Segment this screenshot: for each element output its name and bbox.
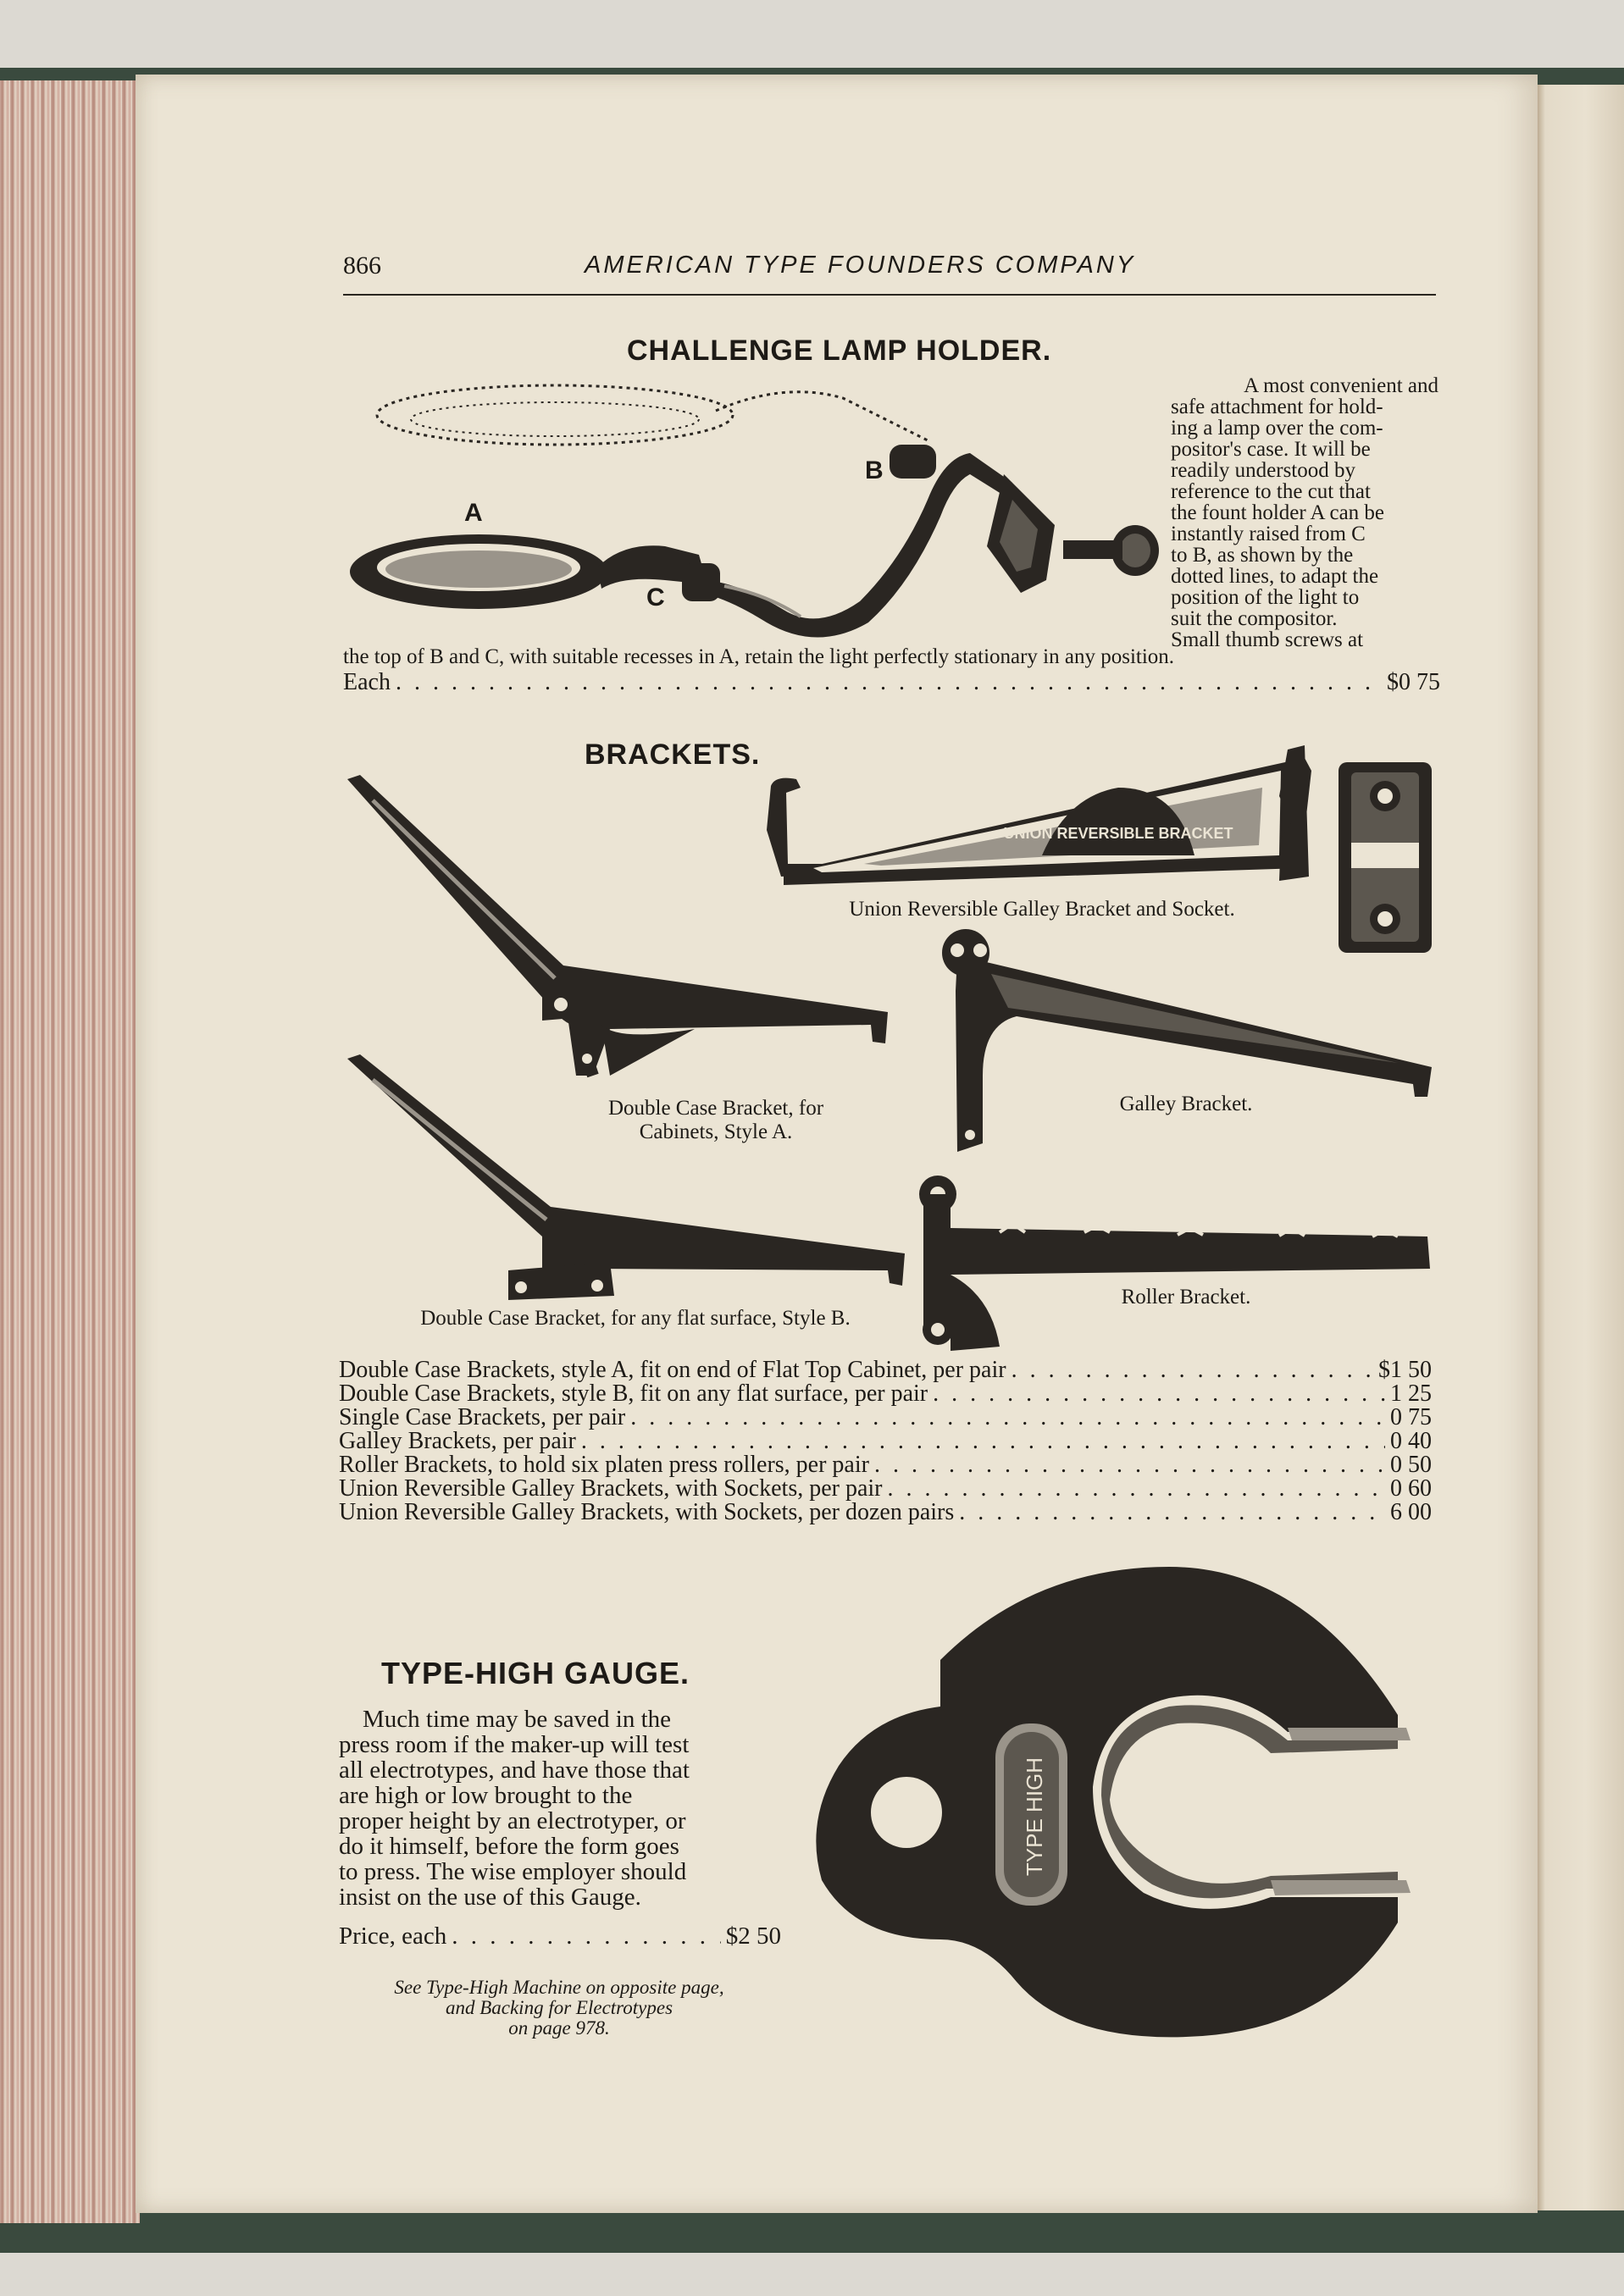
union-bracket-stamp: UNION REVERSIBLE BRACKET bbox=[1003, 825, 1233, 842]
lamp-holder-price: $0 75 bbox=[1387, 669, 1440, 695]
label-b: B bbox=[865, 456, 884, 484]
union-bracket bbox=[767, 745, 1311, 885]
gauge-title: TYPE-HIGH GAUGE. bbox=[381, 1656, 690, 1690]
brackets-illustration bbox=[339, 737, 1440, 1355]
price-row: Double Case Brackets, style A, fit on end of Flat Top Cabinet, per pair . . . $1 50 bbox=[339, 1357, 1432, 1384]
lamp-holder-description-end: the top of B and C, with suitable recesses in A, retain the light perfectly stationary in any position. bbox=[343, 645, 1175, 668]
caption-union: Union Reversible Galley Bracket and Socket. bbox=[849, 898, 1235, 921]
lamp-holder-title: CHALLENGE LAMP HOLDER. bbox=[627, 335, 1052, 367]
lamp-holder-price-row: Each . . . $0 75 bbox=[343, 669, 1440, 696]
price-row: Galley Brackets, per pair . . . 0 40 bbox=[339, 1428, 1432, 1455]
price-row: Union Reversible Galley Brackets, with Sockets, per pair . . . 0 60 bbox=[339, 1475, 1432, 1502]
facing-page-edge bbox=[1535, 85, 1624, 2210]
header-rule bbox=[343, 294, 1436, 296]
gauge-description: Much time may be saved in the press room if the maker-up will test all electrotypes, and have those that are high or low brought to the proper height by an electrotyper, or do it himself, before the form goes to press. The wise employer should insist on the use of this Gauge. bbox=[339, 1706, 690, 1911]
union-socket bbox=[1339, 762, 1432, 953]
running-head bbox=[343, 252, 1436, 285]
label-a: A bbox=[464, 499, 483, 527]
price-row: Union Reversible Galley Brackets, with Sockets, per dozen pairs . . . 6 00 bbox=[339, 1499, 1432, 1526]
double-case-bracket-b bbox=[347, 1054, 905, 1300]
type-high-gauge-illustration bbox=[813, 1558, 1423, 2050]
price-row: Single Case Brackets, per pair . . . 0 75 bbox=[339, 1404, 1432, 1431]
price-row: Double Case Brackets, style B, fit on any flat surface, per pair . . . 1 25 bbox=[339, 1380, 1432, 1408]
page-number: 866 bbox=[343, 252, 381, 279]
caption-double-a: Double Case Bracket, for Cabinets, Style A. bbox=[607, 1097, 824, 1143]
galley-bracket bbox=[942, 929, 1432, 1152]
caption-galley: Galley Bracket. bbox=[1119, 1093, 1253, 1115]
gauge-price: $2 50 bbox=[725, 1923, 781, 1950]
caption-roller: Roller Bracket. bbox=[1121, 1286, 1251, 1308]
page-edges bbox=[0, 80, 140, 2223]
lamp-holder-description: A most convenient and safe attachment for hold- ing a lamp over the com- positor's case. It will be readily understood by reference to the cut that the fount holder A can be instantly raised from C to B, as shown by the dotted lines, to adapt the position of the light to suit the compositor. Small thumb screws at bbox=[1171, 374, 1438, 651]
gauge-price-row: Price, each . . . $2 50 bbox=[339, 1923, 781, 1950]
roller-bracket bbox=[919, 1176, 1430, 1351]
caption-double-b: Double Case Bracket, for any flat surface, Style B. bbox=[420, 1307, 851, 1330]
brackets-title: BRACKETS. bbox=[585, 739, 761, 771]
label-c: C bbox=[646, 584, 665, 611]
double-case-bracket-a bbox=[347, 775, 888, 1076]
running-title: AMERICAN TYPE FOUNDERS COMPANY bbox=[585, 252, 1136, 279]
gauge-note: See Type-High Machine on opposite page, and Backing for Electrotypes on page 978. bbox=[394, 1977, 724, 2039]
gauge-stamp: TYPE HIGH bbox=[1022, 1757, 1047, 1877]
lamp-holder-illustration bbox=[343, 373, 1182, 644]
price-row: Roller Brackets, to hold six platen press rollers, per pair . . . 0 50 bbox=[339, 1452, 1432, 1479]
